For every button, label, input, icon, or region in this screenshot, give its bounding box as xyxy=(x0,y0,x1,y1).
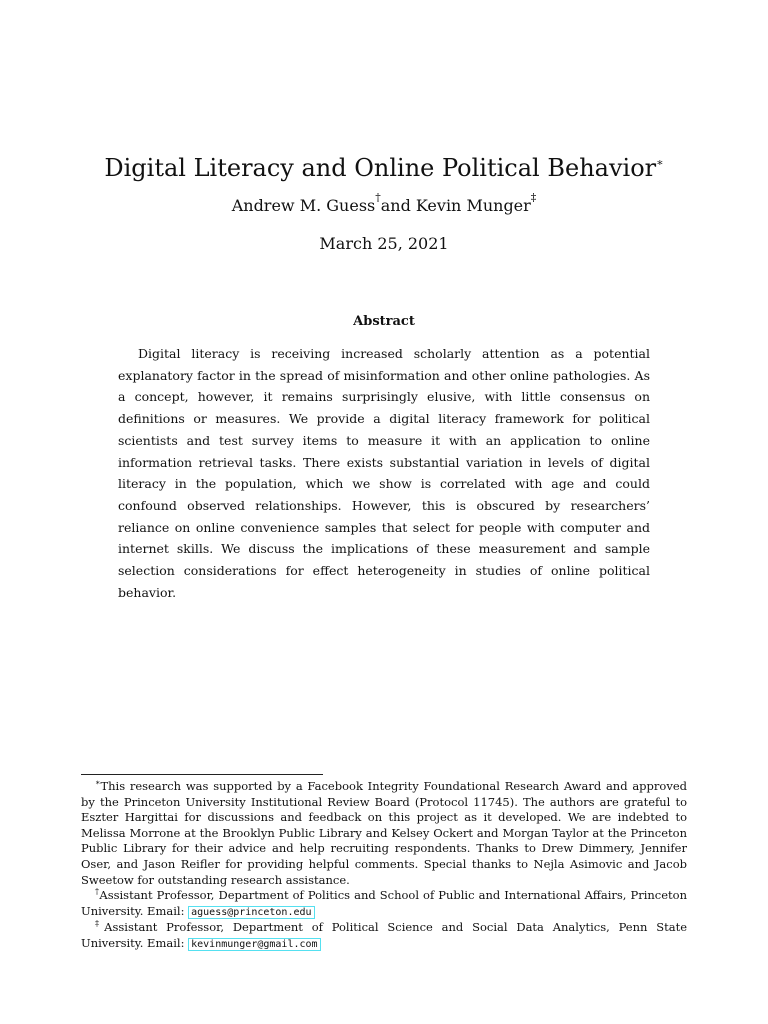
abstract-heading: Abstract xyxy=(353,314,415,329)
author-footnote-mark: † xyxy=(375,191,381,204)
footnotes xyxy=(81,779,687,953)
footnote-text: Assistant Professor, Department of Politics and School of Public and International Affairs, Princeton University. Email: xyxy=(81,888,688,918)
footnote-text: This research was supported by a Facebook Integrity Foundational Research Award and approved by the Princeton University Institutional Review Board (Protocol 11745). The authors are grateful to Eszter Hargittai for discussions and feedback on this project as it developed. We are indebted to Melissa Morrone at the Brooklyn Public Library and Kelsey Ockert and Morgan Taylor at the Princeton Public Library for their advice and help recruiting respondents. Thanks to Drew Dimmery, Jennifer Oser, and Jason Reifler for providing helpful comments. Special thanks to Nejla Asimovic and Jacob Sweetow for outstanding research assistance. xyxy=(81,779,687,887)
footnote-mark: ‡ xyxy=(95,919,105,929)
author-line xyxy=(0,191,768,217)
footnote-mark: † xyxy=(95,887,100,897)
footnote-divider xyxy=(81,774,323,775)
footnote xyxy=(81,888,687,920)
footnote-text: Assistant Professor, Department of Political Science and Social Data Analytics, Penn State University. Email: xyxy=(81,920,688,950)
author-footnote-mark: ‡ xyxy=(530,191,537,204)
abstract-text: Digital literacy is receiving increased scholarly attention as a potential explanatory factor in the spread of misinformation and other online pathologies. As a concept, however, it remains surprisingly elusive, with little consensus on definitions or measures. We provide a digital literacy framework for political scientists and test survey items to measure it with an application to online information retrieval tasks. There exists substantial variation in levels of digital literacy in the population, which we show is correlated with age and could confound observed relationships. However, this is obscured by researchers’ reliance on online convenience samples that select for people with computer and internet skills. We discuss the implications of these measurement and sample selection considerations for effect heterogeneity in studies of online political behavior. xyxy=(118,346,650,600)
author-name: Andrew M. Guess xyxy=(231,196,376,215)
footnote xyxy=(81,920,687,952)
paper-title xyxy=(0,152,768,184)
email-link[interactable]: kevinmunger@gmail.com xyxy=(188,938,320,951)
email-link[interactable]: aguess@princeton.edu xyxy=(188,906,314,919)
title-footnote-mark: ∗ xyxy=(656,156,664,170)
footnote-mark: ∗ xyxy=(95,778,101,787)
paper-title-text: Digital Literacy and Online Political Behavior xyxy=(104,154,657,183)
paper-date: March 25, 2021 xyxy=(319,234,449,253)
author-name: and Kevin Munger xyxy=(380,196,531,215)
footnote xyxy=(81,779,687,888)
